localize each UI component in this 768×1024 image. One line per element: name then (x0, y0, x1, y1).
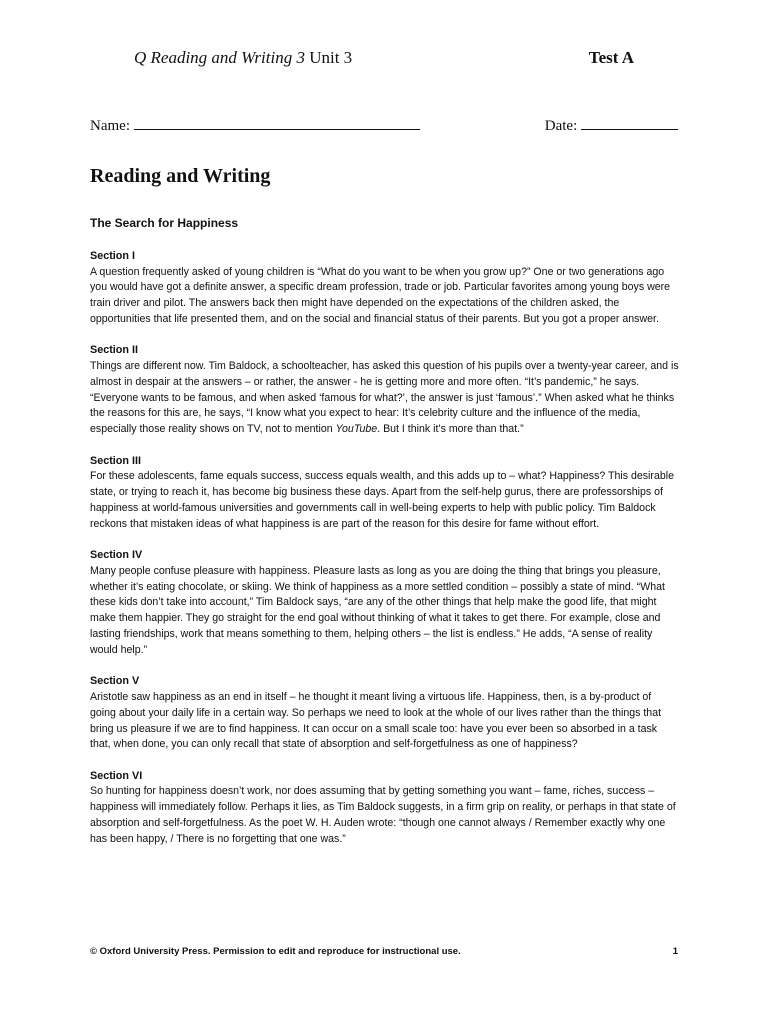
section-heading: Section II (90, 344, 138, 357)
passage-section (90, 548, 680, 659)
article-title: The Search for Happiness (90, 216, 239, 230)
copyright-notice: © Oxford University Press. Permission to edit and reproduce for instructional use. (90, 946, 461, 957)
passage-section (90, 454, 680, 533)
date-field[interactable] (545, 115, 678, 135)
youtube-italic-text: YouTube (335, 423, 378, 436)
passage-section (90, 249, 680, 328)
passage-section (90, 343, 680, 438)
name-field[interactable] (90, 115, 420, 135)
unit-label: Unit 3 (304, 48, 353, 67)
section-body (90, 359, 680, 438)
section-heading: Section III (90, 454, 141, 467)
name-blank-line[interactable] (134, 115, 420, 130)
book-title: Q Reading and Writing 3 (134, 48, 305, 67)
passage-section (90, 674, 680, 753)
test-label: Test A (588, 48, 634, 67)
page-heading: Reading and Writing (90, 165, 271, 187)
name-label: Name: (90, 118, 130, 134)
section-body-text: Things are different now. Tim Baldock, a schoolteacher, has asked this question of his pupils over a twenty-year career, and is almost in despair at the answers – or rather, the answer - he is getting more and more often. “It’s pandemic,” he says. “Everyone wants to be famous, and when asked ‘famous for what?’, the answer is just ‘famous’.” When asked what he thinks the reasons for this are, he says, “I know what you expect to hear: It’s celebrity culture and the influence of the media, especially those reality shows on TV, not to mention (90, 360, 679, 436)
section-body-text-end: . But I think it’s more than that.” (377, 423, 524, 436)
student-info-line (90, 115, 678, 135)
section-heading: Section I (90, 249, 135, 262)
header-course-title (134, 48, 352, 68)
section-heading: Section VI (90, 769, 143, 782)
section-heading: Section V (90, 675, 140, 688)
section-body: A question frequently asked of young children is “What do you want to be when you grow up?” One or two generations ago you would have got a definite answer, a specific dream profession, trade or job. Particular favorites among young boys were train driver and pilot. The answers back then might have depended on the expectations of the children asked, the opportunities that life presented them, and on the social and financial status of their parents. But you got a proper answer. (90, 265, 671, 325)
reading-passage (90, 216, 680, 863)
section-body: Aristotle saw happiness as an end in itself – he thought it meant living a virtuous life. Happiness, then, is a by-product of going about your daily life in a certain way. So perhaps we need to look at the whole of our lives rather than the things that bring us pleasure if we are to find happiness. It can occur on a small scale too: have you ever been so absorbed in a task that, when done, you can only recall that state of absorption and self-forgetfulness as one of happiness? (90, 690, 662, 751)
section-body: For these adolescents, fame equals success, success equals wealth, and this adds up to – what? Happiness? This desirable state, or trying to reach it, has become big business these days. Apart from the self-help gurus, there are professorships of happiness at world-famous universities and governments call in well-being experts to help with public policy. Tim Baldock reckons that mistaken ideas of what happiness is are part of the reason for this desire for fame without effort. (90, 470, 674, 530)
page-footer (90, 946, 678, 962)
date-blank-line[interactable] (581, 115, 678, 130)
date-label: Date: (544, 118, 578, 134)
section-body: So hunting for happiness doesn’t work, nor does assuming that by getting something you want – fame, riches, success – happiness will immediately follow. Perhaps it lies, as Tim Baldock suggests, in a firm grip on reality, or perhaps in that state of absorption and self-forgetfulness. As the poet W. H. Auden wrote: “though one cannot always / Remember exactly why one has been happy, / There is no forgetting that one was.” (90, 785, 676, 845)
section-body: Many people confuse pleasure with happiness. Pleasure lasts as long as you are doing the thing that brings you pleasure, whether it’s eating chocolate, or skiing. We think of happiness as a more settled condition – possibly a state of mind. “What these kids don’t take into account,” Tim Baldock says, “are any of the other things that help make the good life, that might make them happier. They go straight for the end goal without thinking of what it takes to get there. For example, close and lasting friendships, work that means something to them, helping others – the list is endless.” He adds, “A sense of reality would help.” (90, 564, 665, 656)
page-number: 1 (672, 946, 678, 957)
page-header (134, 48, 634, 70)
passage-section (90, 769, 680, 848)
section-heading: Section IV (90, 549, 143, 562)
